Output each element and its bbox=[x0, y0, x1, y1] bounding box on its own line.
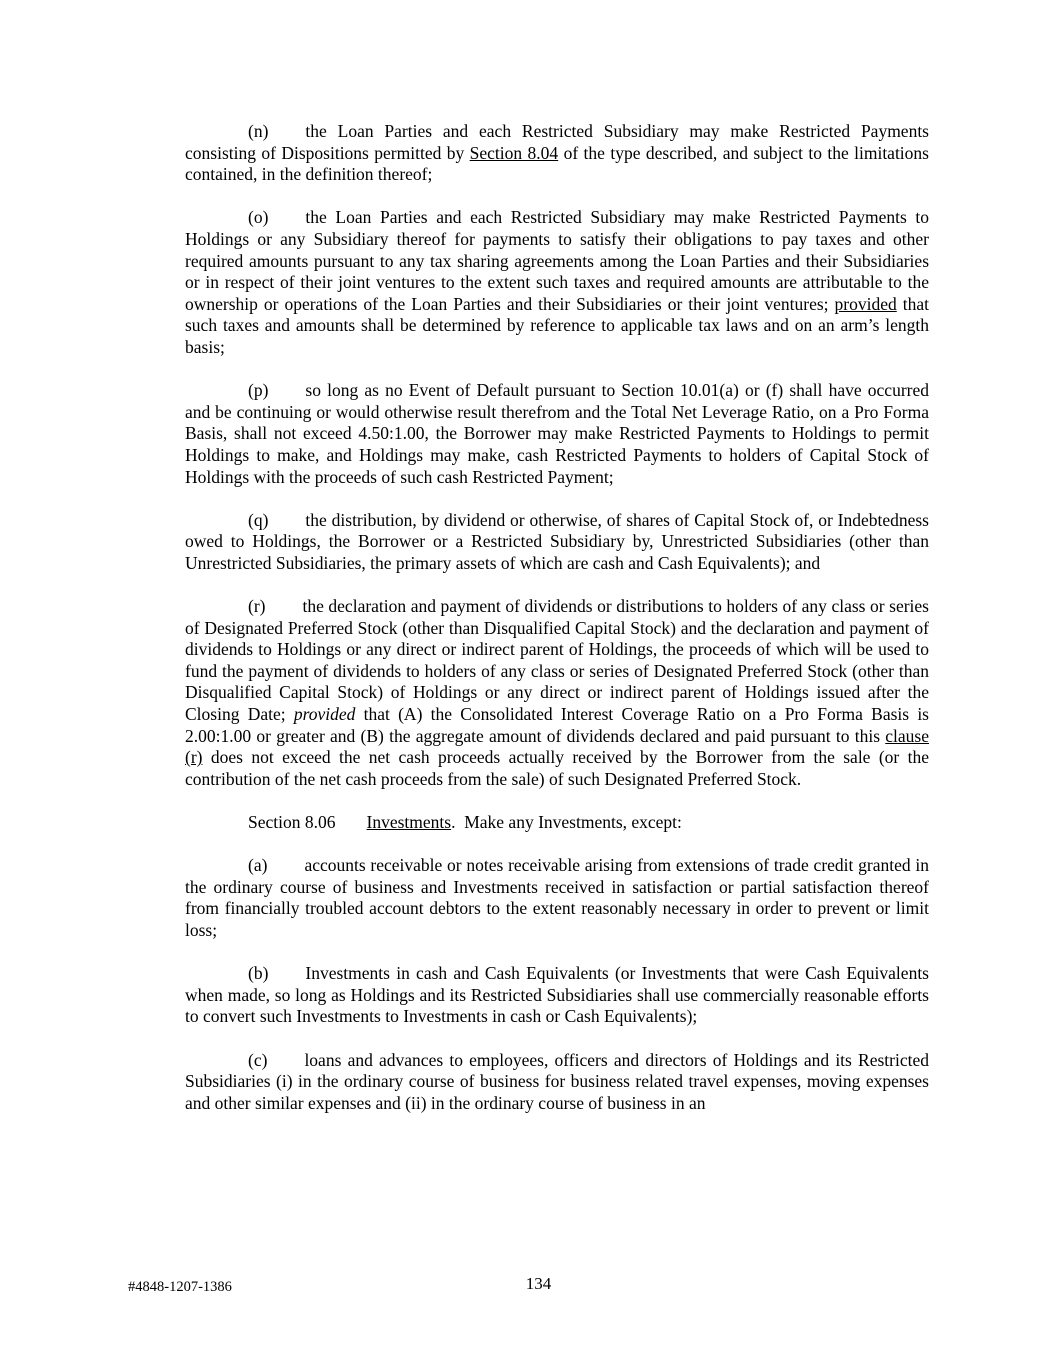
text-segment: provided bbox=[293, 704, 356, 725]
text-segment: Investments in cash and Cash Equivalents (or Investments that were Cash Equivalents when made, so long as Holdings and its Restricted Subsidiaries shall use commercially reasonable efforts to convert such Investments to Investments in cash or Cash Equivalents); bbox=[185, 963, 929, 1027]
clause-a bbox=[185, 855, 929, 941]
paragraph-label: (b) bbox=[248, 963, 269, 984]
text-segment: Investments bbox=[366, 812, 452, 832]
paragraph-label: (o) bbox=[248, 207, 269, 228]
text-segment: the Loan Parties and each Restricted Subsidiary may make Restricted Payments to Holdings or any Subsidiary thereof for payments to satisfy their obligations to pay taxes and other required amounts pursuant to any tax sharing agreements among the Loan Parties and their Subsidiaries or in respect of their joint ventures to the extent such taxes and required amounts are attributable to the ownership or operations of the Loan Parties and their Subsidiaries or their joint ventures; bbox=[185, 207, 929, 314]
paragraph-label: (a) bbox=[248, 855, 268, 876]
text-segment: that (A) the Consolidated Interest Coverage Ratio on a Pro Forma Basis is 2.00:1.00 or greater and (B) the aggregate amount of dividends declared and paid pursuant to this bbox=[185, 704, 929, 746]
footer-doc-number: #4848-1207-1386 bbox=[128, 1279, 232, 1295]
document-body bbox=[185, 121, 929, 1136]
paragraph-label: (c) bbox=[248, 1049, 268, 1070]
text-segment: clause (r) bbox=[185, 725, 929, 768]
clause-c bbox=[185, 1050, 929, 1115]
text-segment: accounts receivable or notes receivable arising from extensions of trade credit granted in the ordinary course of business and Investments received in satisfaction or partial satisfaction thereof from financially troubled account debtors to the extent reasonably necessary in order to prevent or limit loss; bbox=[185, 855, 929, 940]
text-segment: Section 8.04 bbox=[469, 142, 559, 163]
text-segment: that such taxes and amounts shall be determined by reference to applicable tax laws and on an arm’s length basis; bbox=[185, 293, 929, 357]
footer-page-number: 134 bbox=[525, 1274, 552, 1293]
text-segment: does not exceed the net cash proceeds actually received by the Borrower from the sale (or the contribution of the net cash proceeds from the sale) of such Designated Preferred Stock. bbox=[185, 747, 929, 789]
text-segment: provided bbox=[834, 293, 897, 314]
paragraph-label: (n) bbox=[248, 121, 269, 141]
paragraph-label: Section 8.06 bbox=[248, 812, 336, 832]
text-segment: so long as no Event of Default pursuant to Section 10.01(a) or (f) shall have occurred and be continuing or would otherwise result therefrom and the Total Net Leverage Ratio, on a Pro Forma Basis, shall not exceed 4.50:1.00, the Borrower may make Restricted Payments to Holdings to permit Holdings to make, and Holdings may make, cash Restricted Payments to holders of Capital Stock of Holdings with the proceeds of such cash Restricted Payment; bbox=[185, 380, 929, 487]
text-segment: . Make any Investments, except: bbox=[451, 812, 682, 832]
clause-b bbox=[185, 963, 929, 1028]
paragraph-label: (q) bbox=[248, 509, 269, 530]
clause-p bbox=[185, 380, 929, 488]
clause-r bbox=[185, 596, 929, 790]
text-segment: loans and advances to employees, officers and directors of Holdings and its Restricted Subsidiaries (i) in the ordinary course of business for business related travel expenses, moving expenses and other similar expenses and (ii) in the ordinary course of business in an bbox=[185, 1049, 929, 1113]
text-segment: of the type described, and subject to the limitations contained, in the definition thereof; bbox=[185, 142, 929, 185]
paragraph-label: (p) bbox=[248, 380, 269, 401]
paragraph-label: (r) bbox=[248, 596, 266, 617]
text-segment: the Loan Parties and each Restricted Subsidiary may make Restricted Payments consisting of Dispositions permitted by bbox=[185, 121, 929, 163]
clause-q bbox=[185, 510, 929, 575]
clause-n bbox=[185, 121, 929, 186]
section-8-06-heading bbox=[185, 812, 929, 834]
text-segment: the declaration and payment of dividends or distributions to holders of any class or series of Designated Preferred Stock (other than Disqualified Capital Stock) and the declaration and payment of dividends to Holdings or any direct or indirect parent of Holdings, the proceeds of which will be used to fund the payment of dividends to holders of any class or series of Designated Preferred Stock (other than Disqualified Capital Stock) of Holdings or any direct or indirect parent of Holdings issued after the Closing Date; bbox=[185, 596, 929, 725]
clause-o bbox=[185, 207, 929, 358]
text-segment: the distribution, by dividend or otherwise, of shares of Capital Stock of, or Indebtedness owed to Holdings, the Borrower or a Restricted Subsidiary by, Unrestricted Subsidiaries (other than Unrestricted Subsidiaries, the primary assets of which are cash and Cash Equivalents); and bbox=[185, 509, 929, 573]
